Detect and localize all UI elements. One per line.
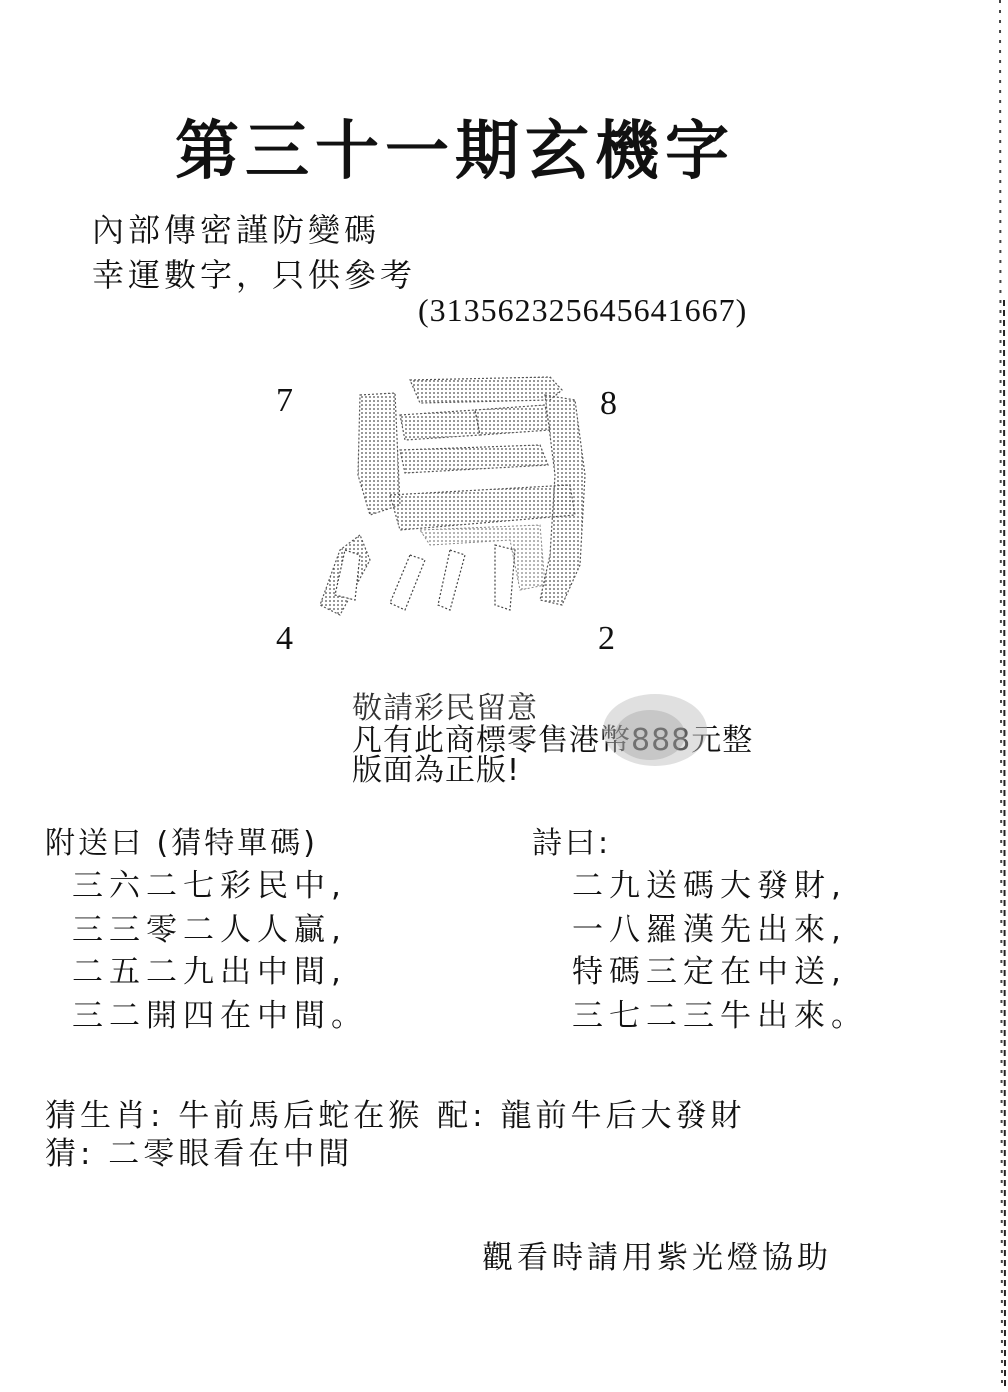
right-verse-line: 三七二三牛出來。 [572, 998, 868, 1034]
right-verse-line: 特碼三定在中送, [572, 954, 847, 990]
page-title: 第三十一期玄機字 [175, 114, 735, 189]
left-verse-line: 三三零二人人贏, [72, 912, 347, 948]
notice-line-genuine: 版面為正版! [352, 753, 521, 788]
corner-number-bottom-right: 2 [598, 620, 615, 657]
left-verse-line: 三二開四在中間。 [72, 998, 368, 1034]
scan-edge-noise [978, 0, 1008, 1388]
right-verse-line: 一八羅漢先出來, [572, 912, 847, 948]
intro-line-secret: 內部傳密謹防變碼 [92, 211, 381, 249]
horse-character-icon [300, 355, 600, 629]
left-block-heading: 附送曰 (猜特單碼) [45, 826, 318, 861]
left-verse-line: 三六二七彩民中, [72, 868, 347, 904]
corner-number-bottom-left: 4 [276, 620, 293, 657]
number-guess-line: 猜: 二零眼看在中間 [45, 1136, 354, 1172]
lucky-number-code: (313562325645641667) [418, 292, 748, 328]
right-verse-line: 二九送碼大發財, [572, 868, 847, 904]
right-block-heading: 詩曰: [532, 826, 612, 861]
zodiac-guess-line: 猜生肖: 牛前馬后蛇在猴 配: 龍前牛后大發財 [45, 1098, 746, 1134]
notice-line-price: 凡有此商標零售港幣888元整 [352, 723, 754, 758]
corner-number-top-right: 8 [600, 385, 617, 422]
notice-line-caution: 敬請彩民留意 [352, 691, 538, 726]
footer-uv-instruction: 觀看時請用紫光燈協助 [482, 1240, 832, 1276]
stamp-smudge [600, 690, 710, 770]
intro-line-lucky: 幸運數字，只供參考 [92, 256, 417, 294]
left-verse-line: 二五二九出中間, [72, 954, 347, 990]
corner-number-top-left: 7 [276, 382, 293, 419]
